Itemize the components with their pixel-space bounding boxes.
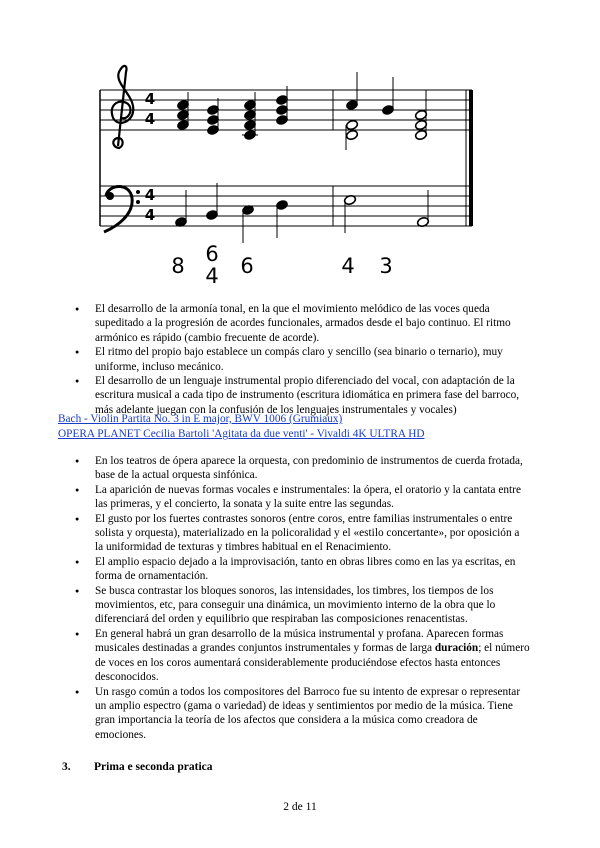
list-item: ● El ritmo del propio bajo establece un compás claro y sencillo (sea binario o ternario), muy uniforme, incluso mecánico.	[0, 345, 530, 374]
list-item: ● Se busca contrastar los bloques sonoros, las intensidades, los timbres, los tiempos de los movimientos, etc, para conseguir una dinámica, un movimiento interno de la obra que lo diferenciará del orden y equilibrio que respiraban las composiciones renacentistas.	[0, 584, 530, 627]
bartoli-vivaldi-link[interactable]: OPERA PLANET Cecilia Bartoli 'Agitata da due venti' - Vivaldi 4K ULTRA HD	[58, 428, 425, 440]
list-item: ● Un rasgo común a todos los compositores del Barroco fue su intento de expresar o representar un amplio espectro (gama o variedad) de ideas y sentimientos por medio de la música. Tiene gran importancia la teoría de los afectos que considera a la música como creadora de emociones.	[0, 685, 530, 743]
page-number: 2 de 11	[283, 801, 317, 813]
list-item: ● El desarrollo de la armonía tonal, en la que el movimiento melódico de las voces queda supeditado a la progresión de acordes funcionales, armados desde el bajo continuo. El ritmo armónico es rápido (cambio frecuente de acorde).	[0, 302, 530, 345]
section-title: Prima e seconda pratica	[94, 761, 213, 773]
list-item: ● El gusto por los fuertes contrastes sonoros (entre coros, entre familias instrumentales o entre solista y orquesta), materializado en la policoralidad y el «estilo concertante», por oposición a la uniformidad de texturas y timbres habitual en el Renacimiento.	[0, 512, 530, 555]
list-item: ● En los teatros de ópera aparece la orquesta, con predominio de instrumentos de cuerda frotada, base de la actual orquesta sinfónica.	[0, 454, 530, 483]
bach-partita-link[interactable]: Bach - Violin Partita No. 3 in E major, BWV 1006 (Grumiaux)	[58, 413, 343, 425]
figured-bass-number: 3	[379, 254, 393, 278]
svg-text:4: 4	[144, 110, 156, 128]
figured-bass-number: 4	[205, 264, 219, 288]
svg-text:4: 4	[144, 90, 156, 108]
svg-text:4: 4	[144, 206, 156, 224]
bass-clef-icon	[104, 187, 140, 233]
section-number: 3.	[62, 761, 71, 773]
list-item-text: ; el número de voces en los coros aumentará considerablemente produciéndose efectos hasta entonces desconocidos.	[95, 642, 530, 684]
section-heading	[62, 761, 213, 773]
list-item	[0, 627, 530, 685]
figured-bass-number: 4	[341, 254, 355, 278]
list-item: ● La aparición de nuevas formas vocales e instrumentales: la ópera, el oratorio y la cantata entre las primeras, y el concierto, la sonata y la suite entre las segundas.	[0, 483, 530, 512]
treble-clef-icon	[112, 66, 134, 148]
list-item-text: En general habrá un gran desarrollo de la música instrumental y profana. Aparecen formas musicales destinadas a grandes conjuntos instrumentales y formas de larga	[95, 627, 504, 655]
figured-bass-number: 6	[240, 254, 254, 278]
feature-list-top	[0, 302, 530, 417]
figured-bass-number: 6	[205, 242, 219, 266]
svg-text:4: 4	[144, 186, 156, 204]
music-score-image	[0, 0, 600, 290]
bold-term: duración	[434, 642, 479, 655]
list-item: ● El amplio espacio dejado a la improvisación, tanto en obras libres como en las ya escritas, en forma de ornamentación.	[0, 555, 530, 584]
feature-list-bottom	[0, 454, 530, 742]
list-item: ● El desarrollo de un lenguaje instrumental propio diferenciado del vocal, con adaptación de la escritura musical a cada tipo de instrumento (escritura idiomática en primera fase del barroco, más adelante juegan con la confusión de los lenguajes instrumentales y vocales)	[0, 374, 530, 417]
figured-bass-number: 8	[171, 254, 185, 278]
